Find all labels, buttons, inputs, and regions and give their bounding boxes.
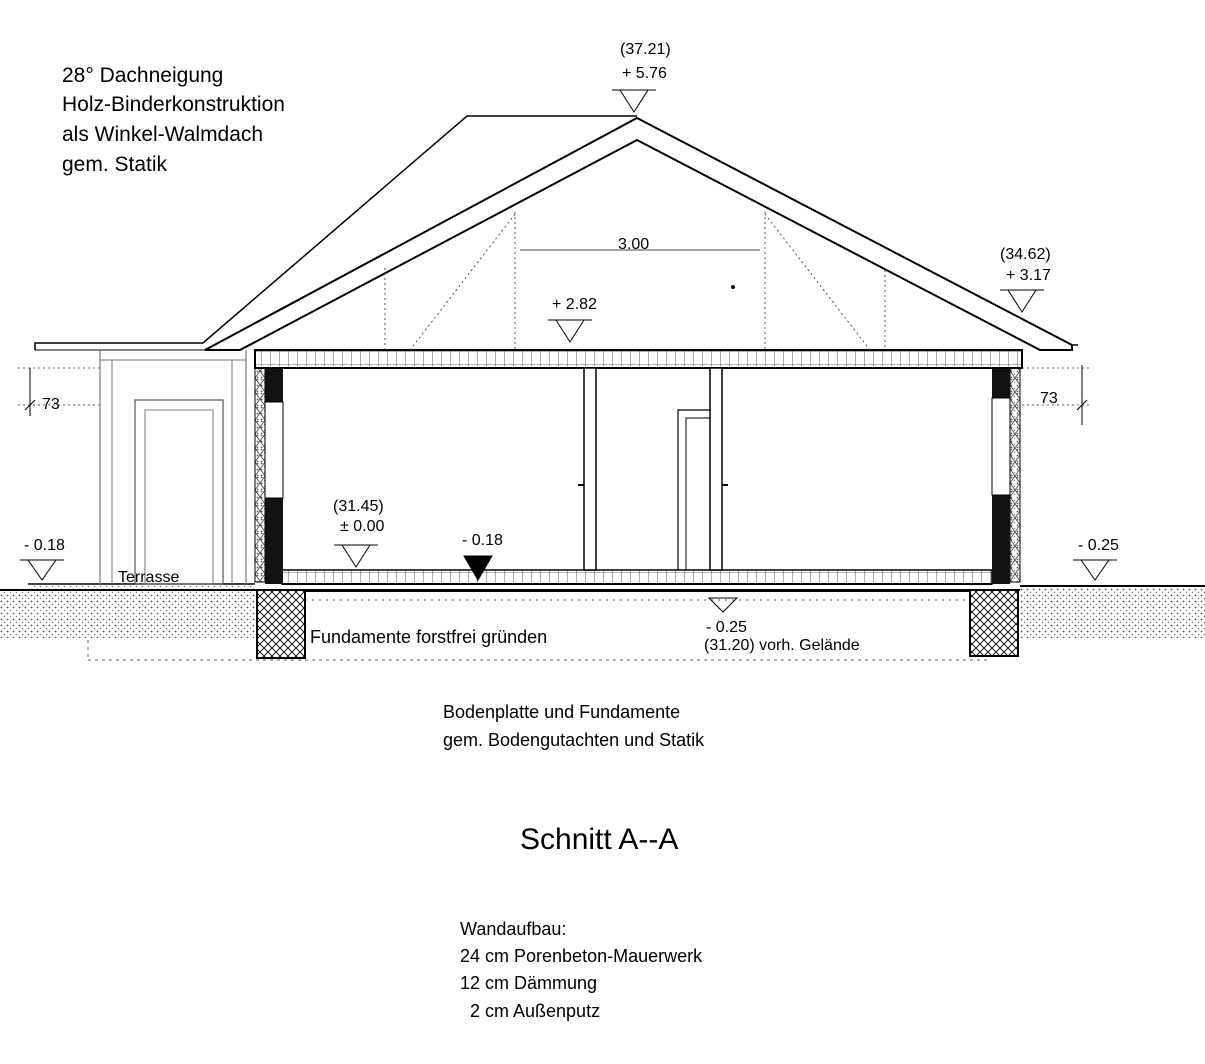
floor-abs-level: (31.45) — [333, 498, 384, 515]
slab-note-line-2: gem. Bodengutachten und Statik — [443, 730, 705, 750]
dimension-right-label: 73 — [1040, 390, 1058, 407]
wall-line-3: 2 cm Außenputz — [460, 1001, 601, 1021]
ridge-abs-level: (37.21) — [620, 41, 671, 58]
roof-note — [62, 64, 285, 176]
wall-construction-note — [460, 919, 703, 1021]
terrain-abs-level: (31.20) vorh. Gelände — [704, 637, 860, 654]
roof-note-line-3: als Winkel-Walmdach — [62, 123, 264, 146]
terrain-rel-level: - 0.25 — [706, 619, 747, 636]
terrace-level: - 0.18 — [24, 537, 65, 554]
section-title: Schnitt A--A — [520, 823, 679, 856]
roof-note-line-1: 28° Dachneigung — [62, 64, 224, 87]
foundation-note: Fundamente forstfrei gründen — [310, 627, 548, 647]
wall-heading: Wandaufbau: — [460, 919, 567, 939]
floor-rel-level: ± 0.00 — [340, 518, 385, 535]
step-level: - 0.18 — [462, 532, 503, 549]
ground-right-level: - 0.25 — [1078, 537, 1119, 554]
eaves-rel-level: + 3.17 — [1006, 267, 1051, 284]
terrace-annex — [100, 350, 246, 584]
roof-note-line-2: Holz-Binderkonstruktion — [62, 93, 285, 116]
roof-note-line-4: gem. Statik — [62, 153, 168, 176]
dimension-left-label: 73 — [42, 396, 60, 413]
slab-note-line-1: Bodenplatte und Fundamente — [443, 702, 681, 722]
ceiling-level: + 2.82 — [552, 296, 597, 313]
ridge-rel-level: + 5.76 — [622, 65, 667, 82]
eaves-abs-level: (34.62) — [1000, 246, 1051, 263]
ceiling — [255, 350, 1022, 368]
span-dimension: 3.00 — [618, 236, 650, 253]
terrace-label: Terrasse — [118, 569, 180, 586]
ground — [0, 586, 1205, 638]
roof — [35, 116, 1078, 350]
exterior-walls — [255, 368, 1020, 584]
floor-slab — [282, 570, 992, 584]
wall-line-1: 24 cm Porenbeton-Mauerwerk — [460, 946, 703, 966]
wall-line-2: 12 cm Dämmung — [460, 973, 598, 993]
interior-walls — [578, 368, 728, 570]
